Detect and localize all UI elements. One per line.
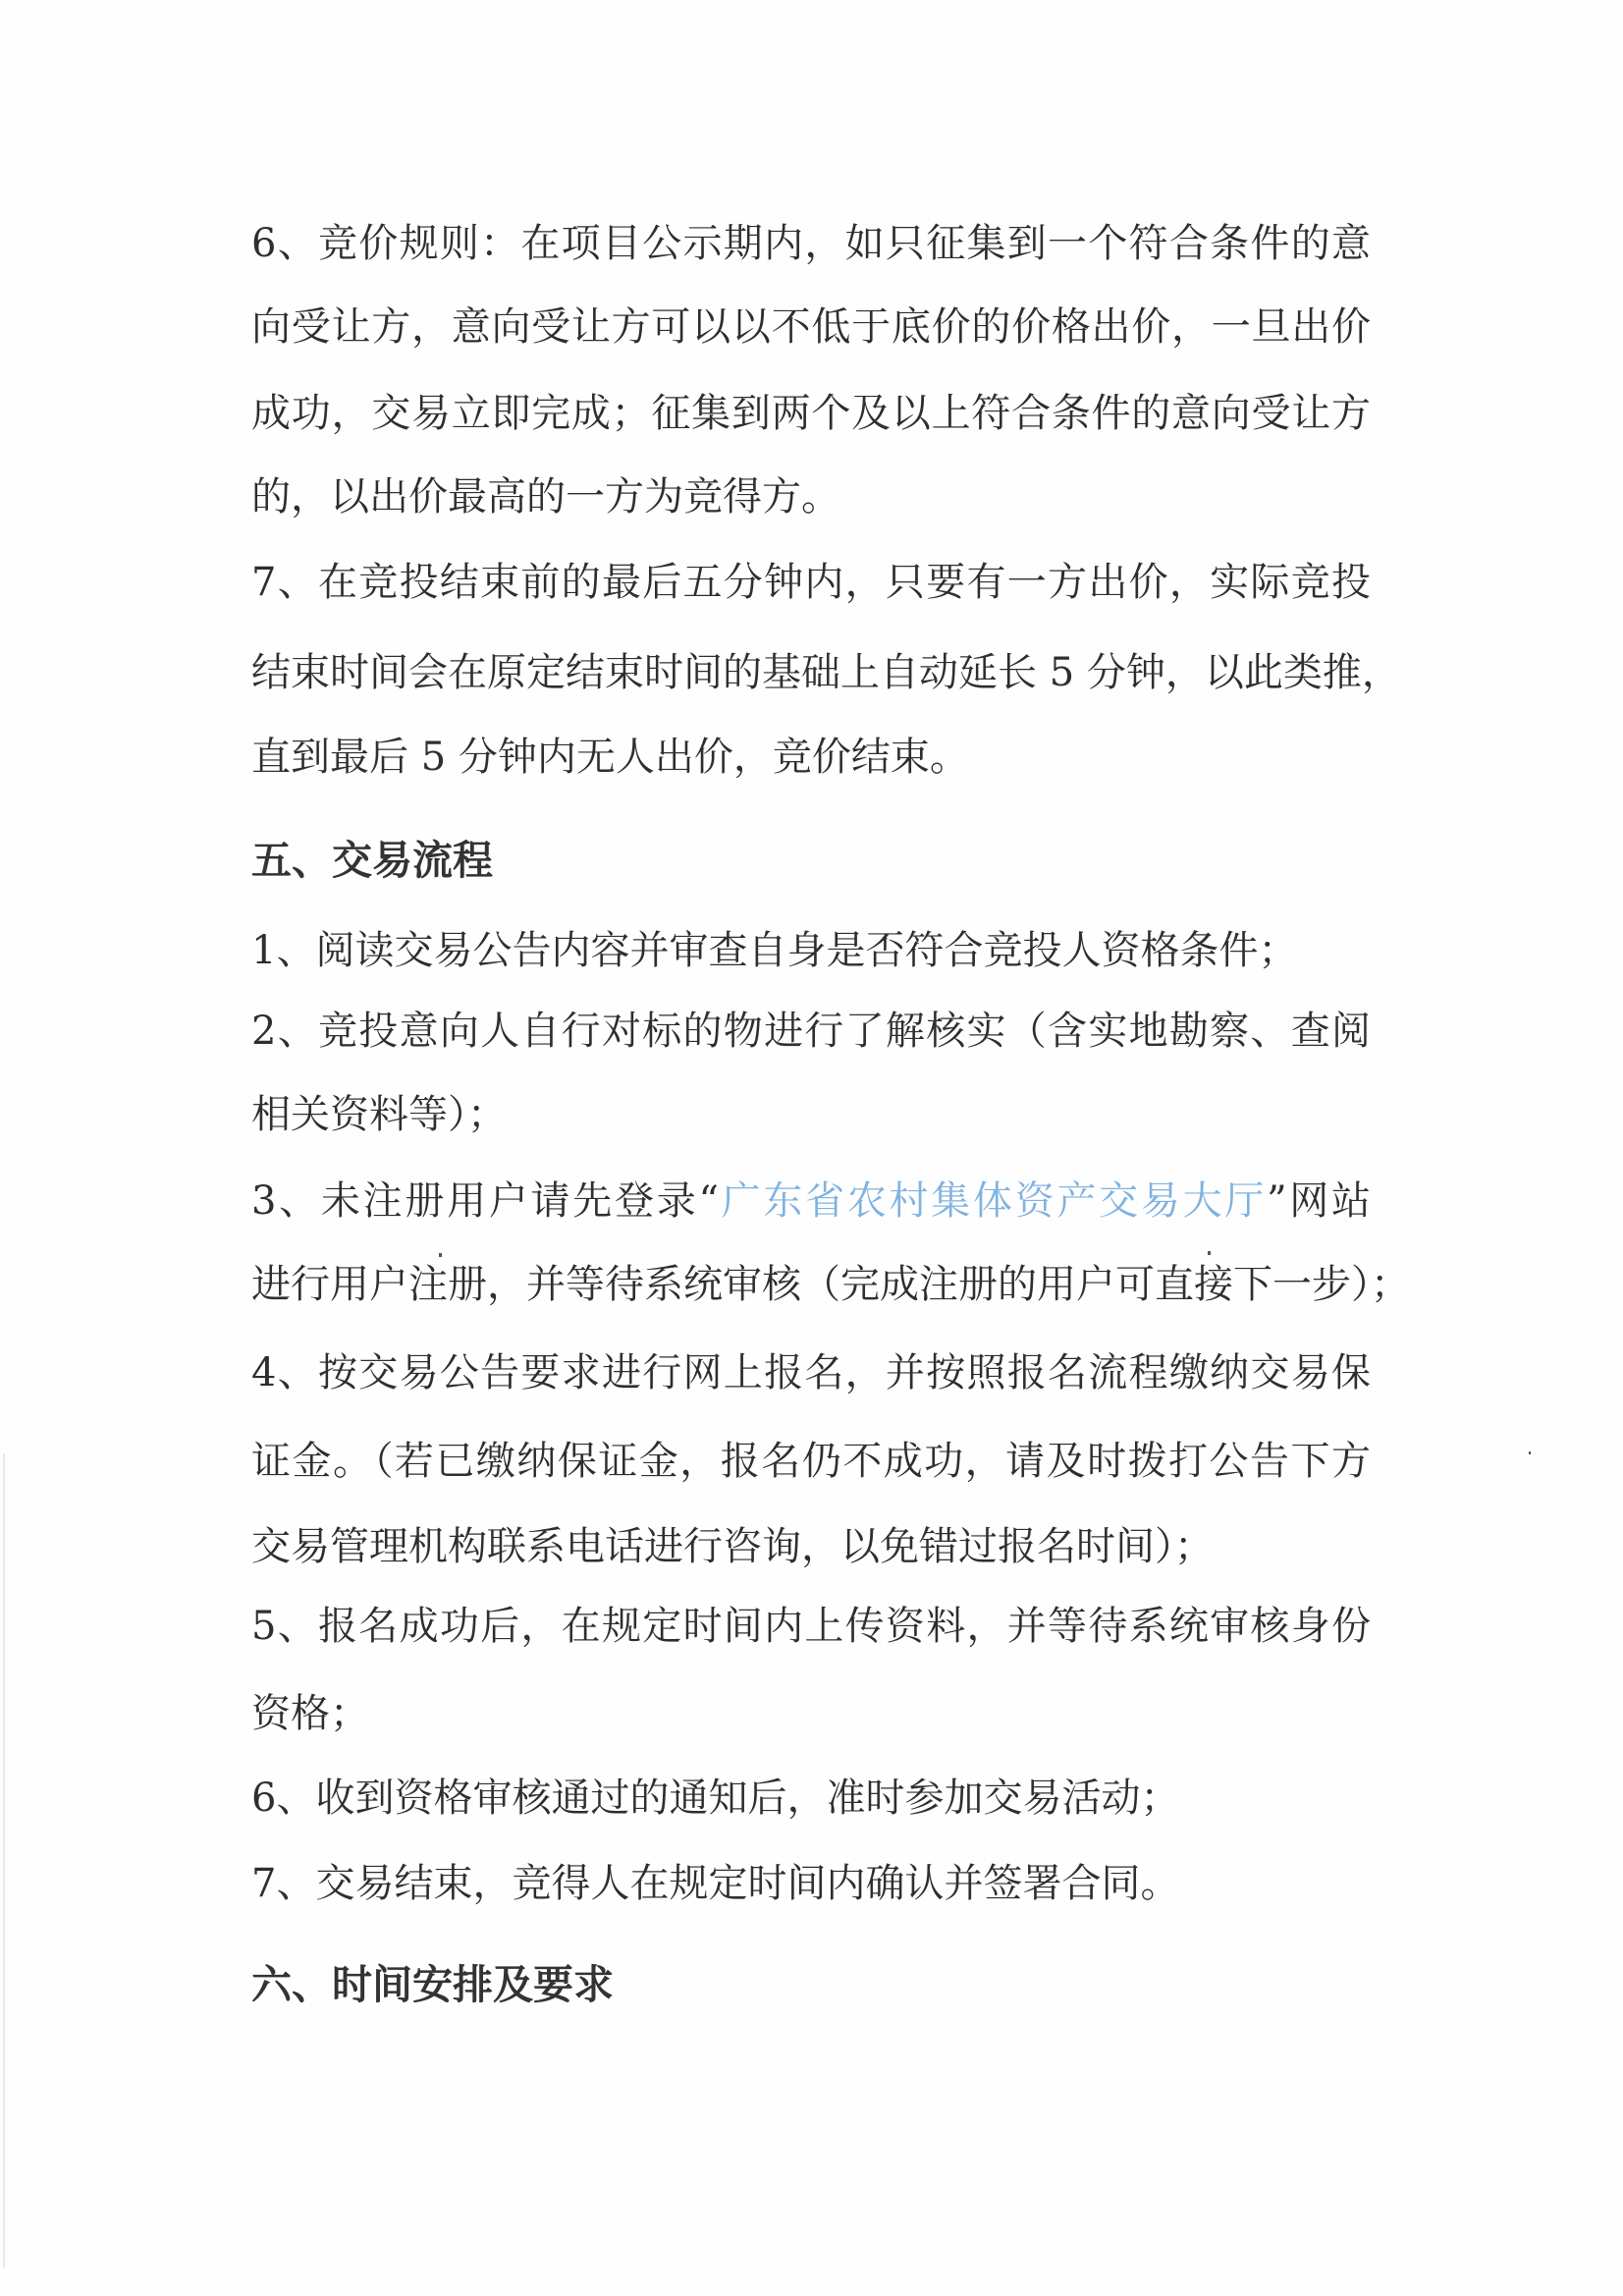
paragraph-line: 7、在竞投结束前的最后五分钟内，只要有一方出价，实际竞投 xyxy=(251,560,1371,605)
step-4-line: 证金。（若已缴纳保证金，报名仍不成功，请及时拨打公告下方 xyxy=(251,1439,1371,1484)
step-3-prefix: 3、未注册用户请先登录 xyxy=(251,1178,699,1224)
paragraph-line: 的，以出价最高的一方为竞得方。 xyxy=(251,474,840,519)
step-3-line: 进行用户注册，并等待系统审核（完成注册的用户可直接下一步）； xyxy=(251,1262,1410,1307)
close-quote: ” xyxy=(1267,1178,1287,1224)
step-3-line xyxy=(251,1179,1371,1223)
scan-speck xyxy=(1529,1451,1531,1454)
section-heading: 五、交易流程 xyxy=(251,837,493,884)
step-6: 6、收到资格审核通过的通知后，准时参加交易活动； xyxy=(251,1776,1180,1821)
paragraph-line: 向受让方，意向受让方可以以不低于底价的价格出价，一旦出价 xyxy=(251,304,1371,350)
trading-hall-link[interactable]: 广东省农村集体资产交易大厅 xyxy=(718,1178,1268,1224)
section-heading: 六、时间安排及要求 xyxy=(251,1961,614,2008)
open-quote: “ xyxy=(698,1178,719,1224)
step-1: 1、阅读交易公告内容并审查自身是否符合竞投人资格条件； xyxy=(251,928,1298,973)
step-5-line: 资格； xyxy=(251,1691,369,1736)
step-3-suffix: 网站 xyxy=(1286,1178,1372,1224)
paragraph-line: 结束时间会在原定结束时间的基础上自动延长 5 分钟，以此类推， xyxy=(251,650,1401,695)
scan-speck xyxy=(439,1253,442,1257)
step-4-line: 交易管理机构联系电话进行咨询，以免错过报名时间）； xyxy=(251,1524,1214,1569)
paragraph-line: 直到最后 5 分钟内无人出价，竞价结束。 xyxy=(251,735,969,780)
scan-speck xyxy=(1208,1251,1211,1255)
step-7: 7、交易结束，竞得人在规定时间内确认并签署合同。 xyxy=(251,1861,1180,1906)
scan-edge-artifact xyxy=(3,1453,5,2269)
step-2-line: 相关资料等）； xyxy=(251,1092,507,1137)
paragraph-line: 6、竞价规则：在项目公示期内，如只征集到一个符合条件的意 xyxy=(251,221,1371,266)
step-2-line: 2、竞投意向人自行对标的物进行了解核实（含实地勘察、查阅 xyxy=(251,1009,1371,1054)
step-4-line: 4、按交易公告要求进行网上报名，并按照报名流程缴纳交易保 xyxy=(251,1350,1371,1395)
paragraph-line: 成功，交易立即完成；征集到两个及以上符合条件的意向受让方 xyxy=(251,391,1371,436)
step-5-line: 5、报名成功后，在规定时间内上传资料，并等待系统审核身份 xyxy=(251,1604,1371,1649)
